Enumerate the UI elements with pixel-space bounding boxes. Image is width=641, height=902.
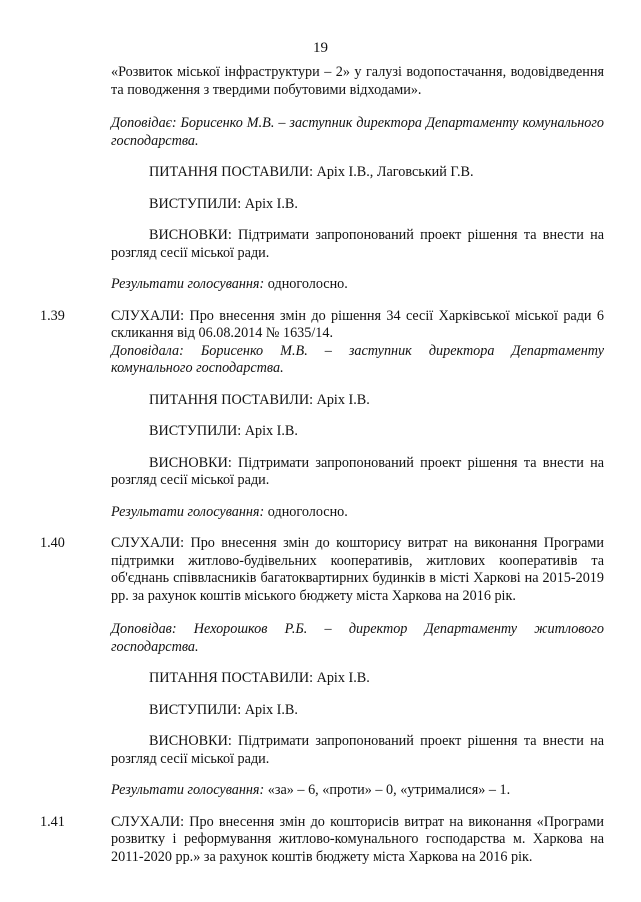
item-spoke: ВИСТУПИЛИ: Аріх І.В. [149,423,298,439]
voting-value: одноголосно. [264,503,348,520]
intro-voting [111,276,604,294]
item-conclusion: ВИСНОВКИ: Підтримати запропонований проект рішення та внести на розгляд сесії міської ради. [111,454,604,488]
voting-label: Результати голосування: [111,276,265,292]
page-number: 19 [313,40,328,56]
voting-value: одноголосно. [264,276,348,292]
agenda-item-1-41 [40,813,604,867]
item-heard: СЛУХАЛИ: Про внесення змін до кошторисів витрат на виконання «Програми розвитку і реформування житлово-комунального господарства м. Харкова на 2011-2020 рр.» за рахунок коштів бюджету міста Харкова на 2016 рік. [111,813,604,865]
item-asked: ПИТАННЯ ПОСТАВИЛИ: Аріх І.В. [149,670,370,686]
item-number: 1.40 [40,535,65,551]
item-conclusion: ВИСНОВКИ: Підтримати запропонований проект рішення та внести на розгляд сесії міської ради. [111,733,604,767]
item-voting [111,782,604,800]
voting-value: «за» – 6, «проти» – 0, «утрималися» – 1. [264,782,511,798]
voting-label: Результати голосування: [111,503,265,520]
item-asked: ПИТАННЯ ПОСТАВИЛИ: Аріх І.В. [149,391,370,408]
agenda-item-1-40 [40,535,604,800]
item-heard: СЛУХАЛИ: Про внесення змін до рішення 34 сесії Харківської міської ради 6 скликання від 06.08.2014 № 1635/14. [111,307,604,341]
intro-continued-text: «Розвиток міської інфраструктури – 2» у галузі водопостачання, водовідведення та поводження з твердими побутовими відходами». [111,64,604,98]
intro-conclusion: ВИСНОВКИ: Підтримати запропонований проект рішення та внести на розгляд сесії міської ради. [111,227,604,261]
intro-reporter: Доповідає: Борисенко М.В. – заступник директора Департаменту комунального господарства. [111,115,604,149]
intro-asked: ПИТАННЯ ПОСТАВИЛИ: Аріх І.В., Лаговський Г.В. [149,164,474,180]
item-spoke: ВИСТУПИЛИ: Аріх І.В. [149,701,298,718]
item-reporter: Доповідала: Борисенко М.В. – заступник директора Департаменту комунального господарства. [111,342,604,376]
item-number: 1.41 [40,813,65,830]
item-reporter: Доповідав: Нехорошков Р.Б. – директор Департаменту житлового господарства. [111,621,604,655]
agenda-item-1-39 [40,307,604,522]
document-body [40,64,604,866]
intro-spoke: ВИСТУПИЛИ: Аріх І.В. [149,195,298,212]
item-heard: СЛУХАЛИ: Про внесення змін до кошторису витрат на виконання Програми підтримки житлово-будівельних кооперативів, житлових кооперативів та об'єднань співвласників багатоквартирних будинків в місті Харкові на 2015-2019 рр. за рахунок коштів міського бюджету міста Харкова на 2016 рік. [111,535,604,604]
item-voting [111,504,604,522]
item-number: 1.39 [40,307,65,324]
voting-label: Результати голосування: [111,782,265,798]
